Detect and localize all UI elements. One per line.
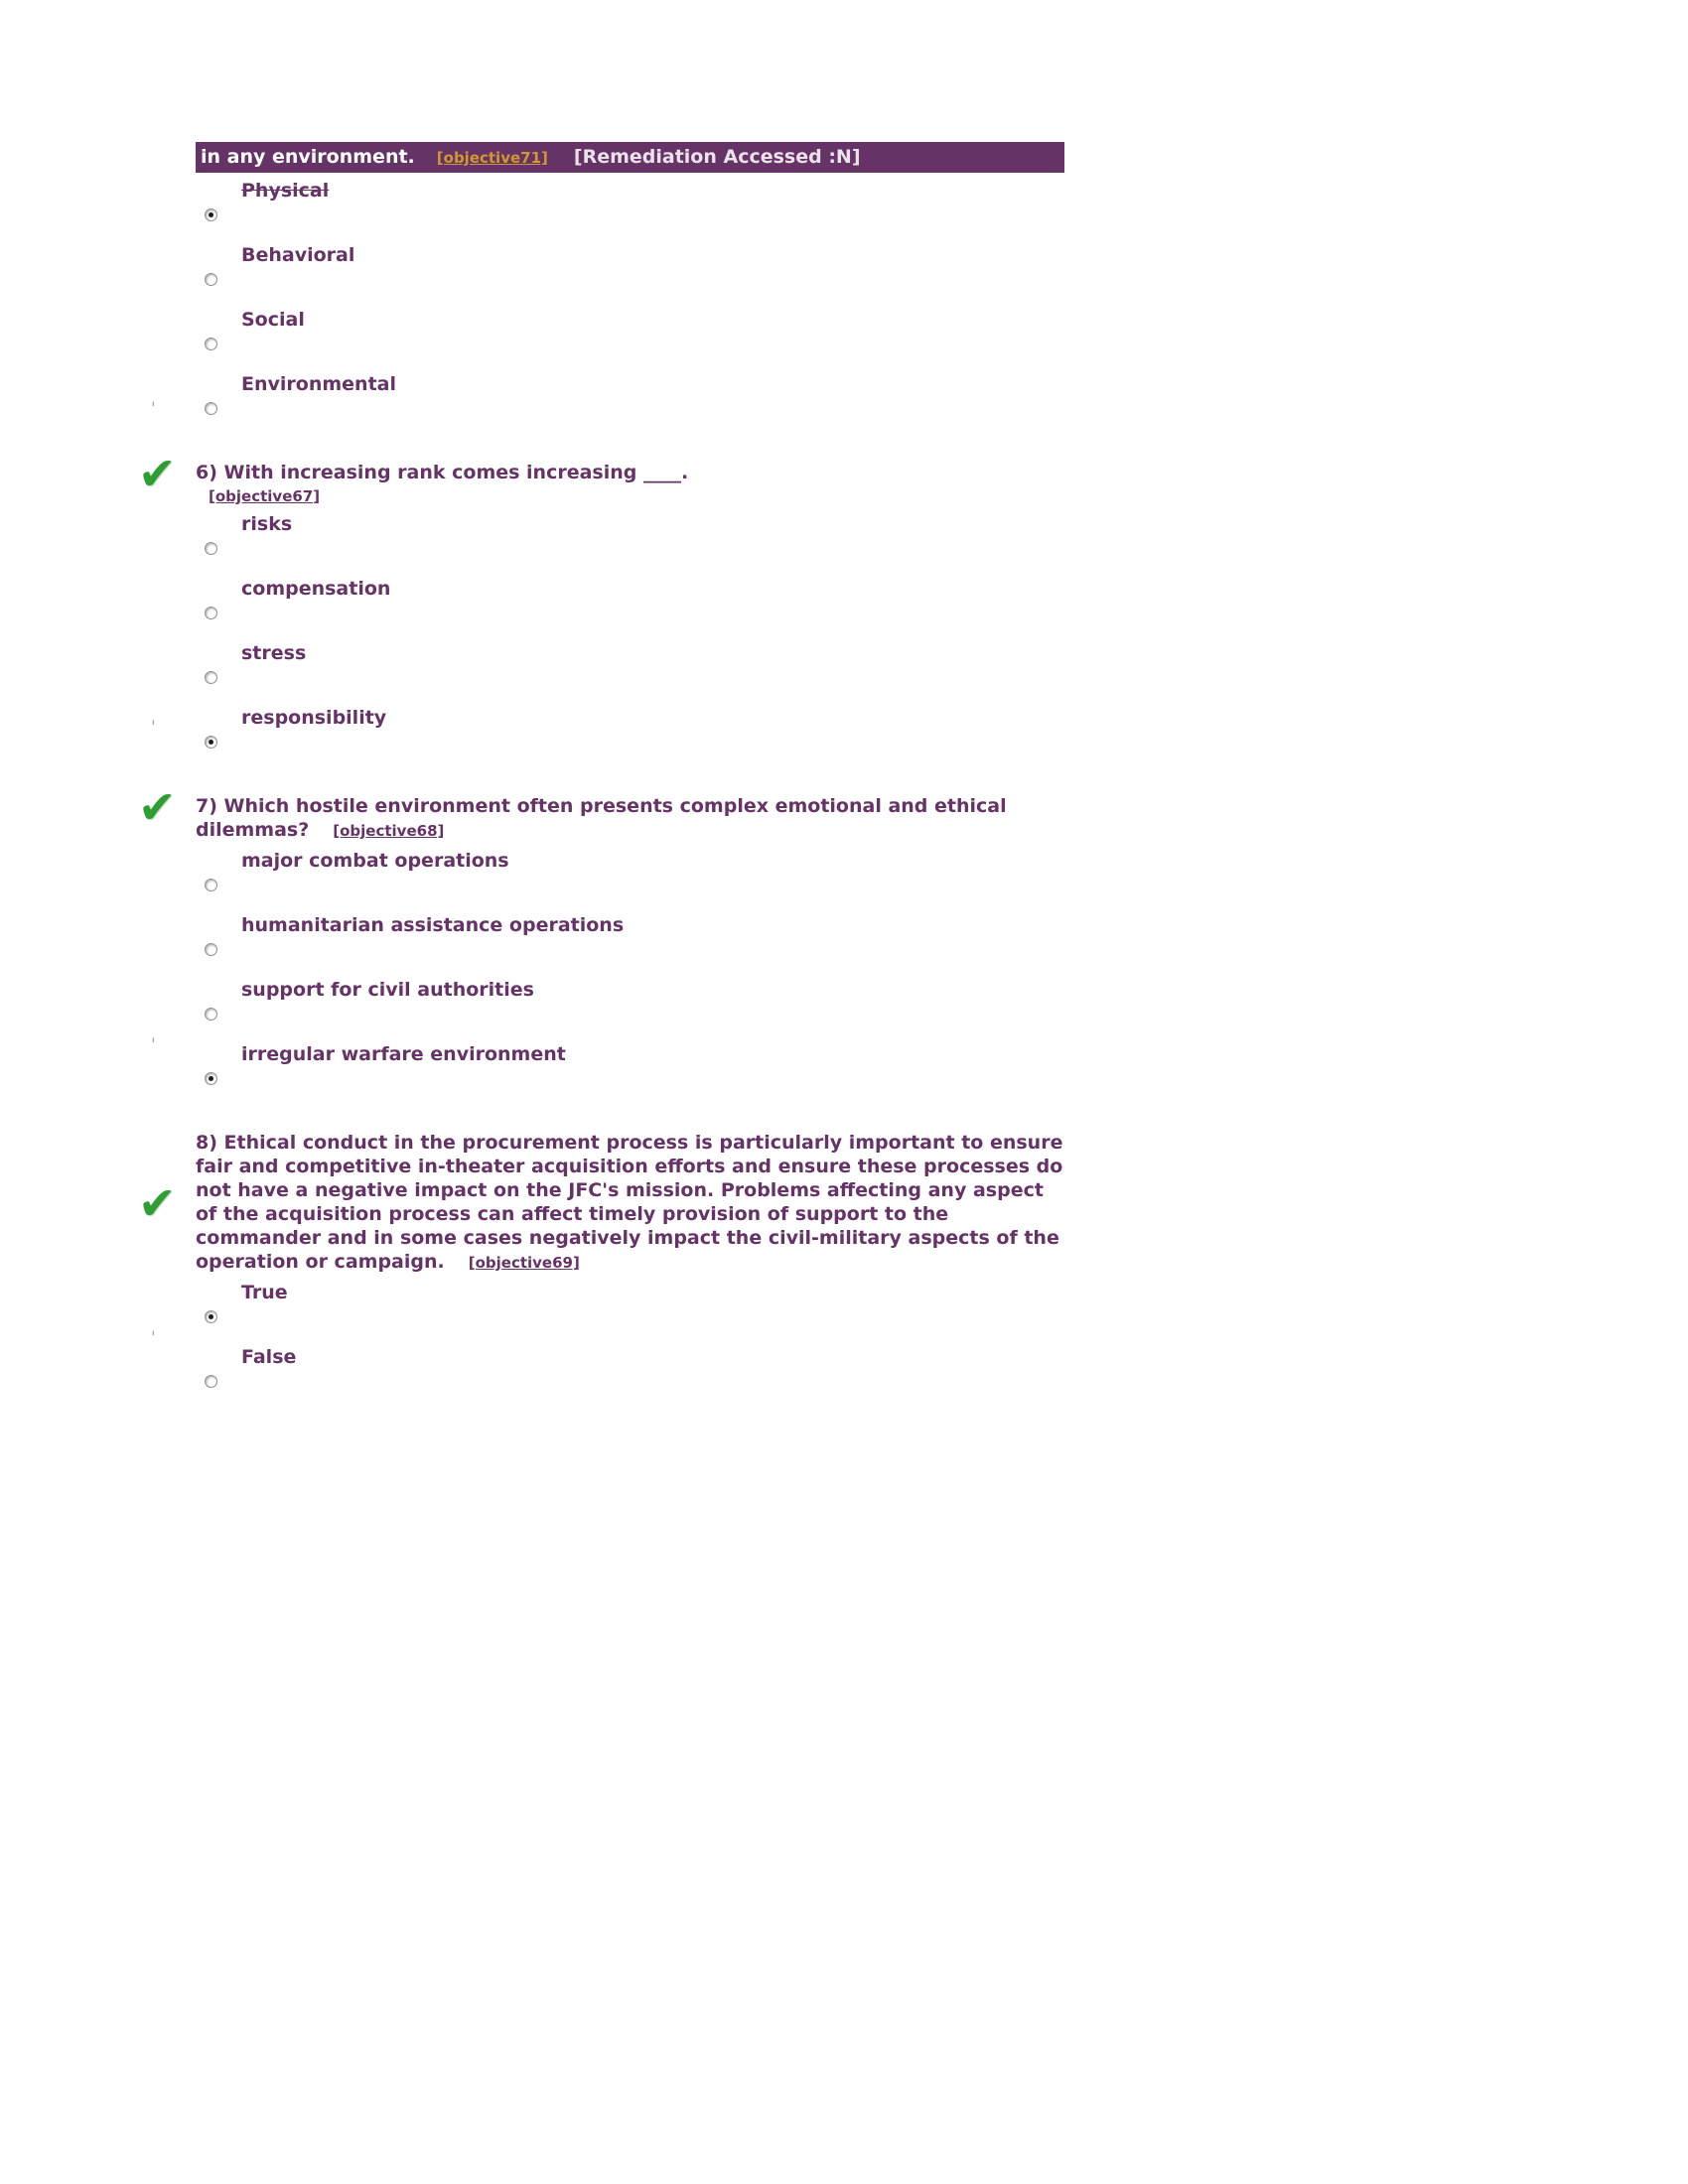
objective71-link[interactable]: [objective71] — [436, 149, 548, 167]
option-label: risks — [241, 513, 293, 535]
answer-options-q5 — [196, 179, 1064, 419]
objective69-link[interactable]: [objective69] — [468, 1254, 580, 1272]
answer-option — [196, 978, 1064, 1024]
answer-option — [196, 1042, 1064, 1089]
quiz-review-page — [138, 142, 1064, 1410]
answer-option — [196, 243, 1064, 290]
answer-options-q7 — [196, 849, 1064, 1089]
separator-mark: ' — [151, 718, 156, 738]
question-6-block — [138, 447, 1064, 752]
answer-option — [196, 372, 1064, 419]
option-label: True — [241, 1282, 288, 1303]
correct-checkmark-icon: ✔ — [138, 780, 177, 834]
option-label: Behavioral — [241, 244, 355, 266]
radio-button[interactable] — [205, 208, 217, 221]
answer-option — [196, 913, 1064, 960]
objective68-link[interactable]: [objective68] — [333, 822, 445, 840]
option-label: humanitarian assistance operations — [241, 914, 625, 936]
radio-button[interactable] — [205, 542, 217, 555]
objective67-line — [209, 486, 1064, 506]
separator-mark: ' — [151, 1328, 156, 1348]
radio-button[interactable] — [205, 943, 217, 956]
separator-mark: ' — [151, 1035, 156, 1055]
radio-button[interactable] — [205, 607, 217, 619]
question-7-block — [138, 780, 1064, 1089]
answer-option — [196, 1281, 1064, 1327]
option-label: False — [241, 1346, 297, 1368]
option-label: irregular warfare environment — [241, 1043, 566, 1065]
option-label: Physical — [241, 180, 330, 202]
question-7-text — [196, 794, 1064, 843]
correct-checkmark-icon: ✔ — [138, 1176, 177, 1230]
option-label: Environmental — [241, 373, 396, 395]
remediation-status: [Remediation Accessed :N] — [573, 146, 861, 168]
answer-option — [196, 512, 1064, 559]
answer-option — [196, 706, 1064, 752]
answer-option — [196, 308, 1064, 354]
question-8-block — [138, 1131, 1064, 1392]
answer-option — [196, 577, 1064, 623]
option-label: compensation — [241, 578, 391, 600]
answer-options-q6 — [196, 512, 1064, 752]
answer-option — [196, 1345, 1064, 1392]
option-label: responsibility — [241, 707, 387, 729]
option-label: major combat operations — [241, 850, 509, 872]
question-6-text: 6) With increasing rank comes increasing ____. — [196, 462, 689, 483]
objective67-link[interactable]: [objective67] — [209, 487, 321, 505]
radio-button[interactable] — [205, 671, 217, 684]
answer-option — [196, 641, 1064, 688]
answer-option — [196, 849, 1064, 895]
radio-button[interactable] — [205, 736, 217, 749]
question-text-partial: in any environment. — [201, 146, 415, 168]
question-7-text-body: 7) Which hostile environment often presents complex emotional and ethical dilemmas? — [196, 795, 1007, 841]
radio-button[interactable] — [205, 273, 217, 286]
radio-button[interactable] — [205, 338, 217, 350]
option-label: Social — [241, 309, 305, 331]
answer-option — [196, 179, 1064, 225]
radio-button[interactable] — [205, 1008, 217, 1021]
radio-button[interactable] — [205, 402, 217, 415]
question-header-bar — [196, 142, 1064, 173]
option-label: stress — [241, 642, 307, 664]
radio-button[interactable] — [205, 1072, 217, 1085]
radio-button[interactable] — [205, 879, 217, 891]
answer-options-q8 — [196, 1281, 1064, 1392]
option-label: support for civil authorities — [241, 979, 534, 1001]
correct-checkmark-icon: ✔ — [138, 447, 177, 500]
separator-mark: ' — [151, 399, 156, 419]
question-8-text — [196, 1131, 1064, 1275]
radio-button[interactable] — [205, 1310, 217, 1323]
question-8-text-body: 8) Ethical conduct in the procurement process is particularly important to ensure fair and competitive in-theater acquisition efforts and ensure these processes do not have a negative impact on the JFC's mission. Problems affecting any aspect of the acquisition process can affect timely provision of support to the commander and in some cases negatively impact the civil-military aspects of the operation or campaign. — [196, 1132, 1063, 1273]
radio-button[interactable] — [205, 1375, 217, 1388]
